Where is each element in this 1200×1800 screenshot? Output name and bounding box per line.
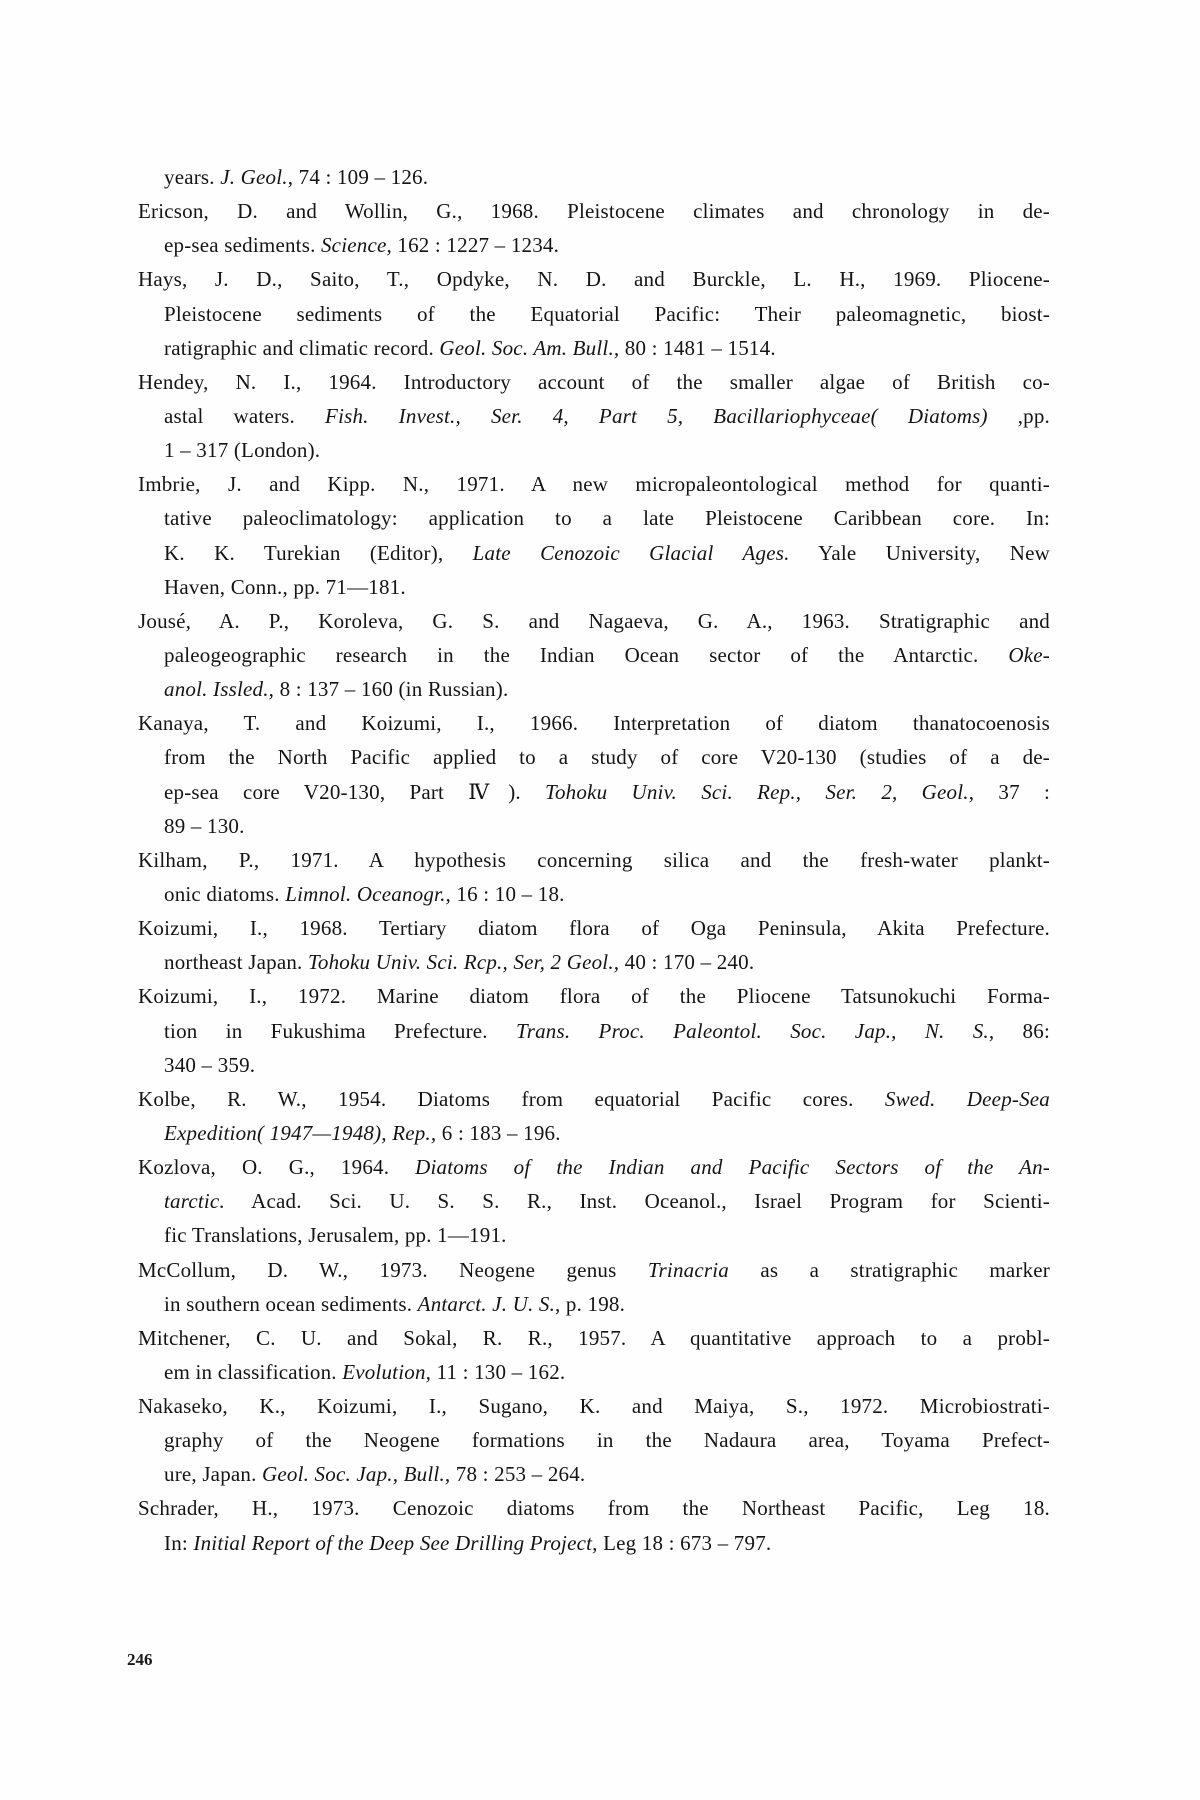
- reference-entry: [138, 911, 1050, 979]
- reference-text: Jousé, A. P., Koroleva, G. S. and Nagaeva, G. A., 1963. Stratigraphic and: [138, 608, 1050, 633]
- reference-text: Mitchener, C. U. and Sokal, R. R., 1957. A quantitative approach to a probl-: [138, 1325, 1050, 1350]
- reference-text: from the North Pacific applied to a study of core V20-130 (studies of a de-: [164, 745, 1050, 770]
- reference-entry: [138, 979, 1050, 1081]
- reference-text: Kozlova, O. G., 1964.: [138, 1155, 416, 1180]
- reference-continuation-line: [138, 536, 1050, 570]
- reference-continuation-line: [138, 433, 1050, 467]
- reference-text: 6 : 183 – 196.: [436, 1120, 561, 1145]
- reference-entry: [138, 1389, 1050, 1491]
- reference-text: Leg 18 : 673 – 797.: [597, 1530, 772, 1555]
- italic-citation-text: Fish. Invest., Ser. 4, Part 5, Bacillariophyceae( Diatoms): [325, 403, 988, 428]
- reference-list: [138, 160, 1050, 1560]
- reference-continuation-line: [138, 228, 1050, 262]
- reference-first-line: [138, 194, 1050, 228]
- reference-first-line: [138, 1321, 1050, 1355]
- reference-text: as a stratigraphic marker: [728, 1257, 1050, 1282]
- reference-continuation-line: [138, 1423, 1050, 1457]
- reference-text: em in classification.: [164, 1359, 343, 1384]
- italic-citation-text: Late Cenozoic Glacial Ages.: [472, 540, 790, 565]
- reference-text: Pleistocene sediments of the Equatorial Pacific: Their paleomagnetic, biost-: [164, 301, 1050, 326]
- italic-citation-text: Oke-: [1008, 642, 1050, 667]
- italic-citation-text: Geol. Soc. Am. Bull.,: [439, 335, 620, 360]
- reference-first-line: [138, 911, 1050, 945]
- italic-citation-text: J. Geol.: [220, 165, 288, 189]
- reference-text: years.: [164, 165, 221, 189]
- reference-text: onic diatoms.: [164, 881, 286, 906]
- italic-citation-text: anol. Issled.,: [164, 677, 275, 702]
- reference-text: Acad. Sci. U. S. S. R., Inst. Oceanol., Israel Program for Scienti-: [224, 1189, 1050, 1214]
- reference-text: Schrader, H., 1973. Cenozoic diatoms from the Northeast Pacific, Leg 18.: [138, 1496, 1050, 1521]
- italic-citation-text: Rep.,: [392, 1120, 437, 1145]
- reference-continuation-line: [138, 740, 1050, 774]
- reference-continuation-line: [138, 1457, 1050, 1491]
- italic-citation-text: Limnol. Oceanogr.,: [285, 881, 451, 906]
- reference-text: 37 :: [974, 779, 1050, 804]
- italic-citation-text: Tohoku Univ. Sci. Rep., Ser. 2, Geol.,: [545, 779, 975, 804]
- reference-continuation-line: [138, 1116, 1050, 1150]
- italic-citation-text: tarctic.: [164, 1189, 225, 1214]
- reference-text: In:: [164, 1530, 194, 1555]
- reference-entry: [138, 1150, 1050, 1252]
- reference-entry: [138, 1082, 1050, 1150]
- reference-continuation-line: [138, 570, 1050, 604]
- reference-first-line: [138, 1253, 1050, 1287]
- reference-text: 8 : 137 – 160 (in Russian).: [274, 677, 509, 702]
- reference-continuation-line: [138, 1355, 1050, 1389]
- reference-text: 89 – 130.: [164, 813, 245, 838]
- reference-text: 80 : 1481 – 1514.: [619, 335, 776, 360]
- italic-citation-text: Tohoku Univ. Sci. Rcp., Ser, 2 Geol.,: [307, 950, 620, 975]
- reference-continuation-line: [138, 501, 1050, 535]
- reference-first-line: [138, 604, 1050, 638]
- italic-citation-text: Swed. Deep-Sea: [884, 1086, 1051, 1111]
- reference-text: Ericson, D. and Wollin, G., 1968. Pleistocene climates and chronology in de-: [138, 199, 1050, 224]
- reference-entry: [138, 706, 1050, 843]
- reference-first-line: [138, 979, 1050, 1013]
- reference-text: 16 : 10 – 18.: [450, 881, 565, 906]
- reference-continuation-line: [138, 160, 1050, 194]
- reference-first-line: [138, 1082, 1050, 1116]
- reference-entry: [138, 194, 1050, 262]
- reference-text: 40 : 170 – 240.: [619, 950, 755, 975]
- italic-citation-text: Antarct. J. U. S.,: [417, 1291, 561, 1316]
- reference-entry: [138, 1321, 1050, 1389]
- reference-continuation-line: [138, 297, 1050, 331]
- reference-text: tion in Fukushima Prefecture.: [164, 1018, 516, 1043]
- reference-continuation-line: [138, 331, 1050, 365]
- reference-entry: [138, 1253, 1050, 1321]
- italic-citation-text: Trinacria: [647, 1257, 729, 1282]
- reference-text: Koizumi, I., 1968. Tertiary diatom flora of Oga Peninsula, Akita Prefecture.: [138, 916, 1050, 941]
- reference-text: Hays, J. D., Saito, T., Opdyke, N. D. and Burckle, L. H., 1969. Pliocene-: [138, 267, 1050, 292]
- reference-entry: [138, 365, 1050, 467]
- reference-continuation-line: [138, 1287, 1050, 1321]
- reference-first-line: [138, 365, 1050, 399]
- reference-text: ep-sea core V20-130, Part Ⅳ).: [164, 779, 546, 804]
- reference-text: astal waters.: [164, 403, 326, 428]
- reference-text: Nakaseko, K., Koizumi, I., Sugano, K. and Maiya, S., 1972. Microbiostrati-: [138, 1394, 1050, 1419]
- reference-text: p. 198.: [560, 1291, 626, 1316]
- italic-citation-text: Geol. Soc. Jap., Bull.,: [262, 1462, 451, 1487]
- reference-text: Koizumi, I., 1972. Marine diatom flora of the Pliocene Tatsunokuchi Forma-: [138, 984, 1050, 1009]
- reference-continuation-line: [138, 1048, 1050, 1082]
- reference-first-line: [138, 467, 1050, 501]
- reference-entry: [138, 160, 1050, 194]
- italic-citation-text: Diatoms of the Indian and Pacific Sectors of the An-: [415, 1155, 1050, 1180]
- reference-entry: [138, 262, 1050, 364]
- reference-text: Hendey, N. I., 1964. Introductory account of the smaller algae of British co-: [138, 369, 1050, 394]
- reference-text: graphy of the Neogene formations in the Nadaura area, Toyama Prefect-: [164, 1428, 1050, 1453]
- reference-text: northeast Japan.: [164, 950, 308, 975]
- reference-text: ratigraphic and climatic record.: [164, 335, 440, 360]
- italic-citation-text: Science,: [320, 233, 392, 258]
- reference-text: Kolbe, R. W., 1954. Diatoms from equatorial Pacific cores.: [138, 1086, 885, 1111]
- reference-text: 162 : 1227 – 1234.: [391, 233, 560, 258]
- reference-text: Kilham, P., 1971. A hypothesis concerning silica and the fresh-water plankt-: [138, 847, 1050, 872]
- reference-entry: [138, 1491, 1050, 1559]
- reference-text: Haven, Conn., pp. 71—181.: [164, 574, 406, 599]
- reference-text: ure, Japan.: [164, 1462, 263, 1487]
- italic-citation-text: Trans. Proc. Paleontol. Soc. Jap., N. S.,: [516, 1018, 995, 1043]
- reference-continuation-line: [138, 1526, 1050, 1560]
- reference-continuation-line: [138, 638, 1050, 672]
- reference-continuation-line: [138, 877, 1050, 911]
- reference-text: 78 : 253 – 264.: [450, 1462, 586, 1487]
- reference-text: Kanaya, T. and Koizumi, I., 1966. Interpretation of diatom thanatocoenosis: [138, 711, 1050, 736]
- reference-entry: [138, 604, 1050, 706]
- reference-text: , 74 : 109 – 126.: [287, 165, 429, 189]
- reference-continuation-line: [138, 945, 1050, 979]
- reference-continuation-line: [138, 1014, 1050, 1048]
- reference-text: McCollum, D. W., 1973. Neogene genus: [138, 1257, 648, 1282]
- reference-continuation-line: [138, 809, 1050, 843]
- reference-text: Yale University, New: [789, 540, 1051, 565]
- reference-text: ep-sea sediments.: [164, 233, 321, 258]
- reference-continuation-line: [138, 399, 1050, 433]
- reference-first-line: [138, 262, 1050, 296]
- reference-first-line: [138, 1389, 1050, 1423]
- reference-text: Imbrie, J. and Kipp. N., 1971. A new micropaleontological method for quanti-: [138, 472, 1050, 497]
- reference-text: ,pp.: [987, 403, 1051, 428]
- reference-text: in southern ocean sediments.: [164, 1291, 418, 1316]
- italic-citation-text: Initial Report of the Deep See Drilling Project,: [193, 1530, 598, 1555]
- reference-continuation-line: [138, 672, 1050, 706]
- page-number: 246: [127, 1650, 153, 1669]
- reference-continuation-line: [138, 1218, 1050, 1252]
- reference-text: 340 – 359.: [164, 1052, 256, 1077]
- reference-first-line: [138, 843, 1050, 877]
- reference-text: paleogeographic research in the Indian Ocean sector of the Antarctic.: [164, 642, 1009, 667]
- reference-text: K. K. Turekian (Editor),: [164, 540, 473, 565]
- reference-text: 86:: [994, 1018, 1050, 1043]
- italic-citation-text: Evolution,: [342, 1359, 432, 1384]
- reference-continuation-line: [138, 1184, 1050, 1218]
- reference-first-line: [138, 1491, 1050, 1525]
- reference-continuation-line: [138, 775, 1050, 809]
- reference-entry: [138, 843, 1050, 911]
- reference-entry: [138, 467, 1050, 604]
- italic-citation-text: Expedition( 1947—1948),: [164, 1120, 387, 1145]
- reference-text: 11 : 130 – 162.: [431, 1359, 566, 1384]
- reference-first-line: [138, 1150, 1050, 1184]
- reference-first-line: [138, 706, 1050, 740]
- reference-text: 1 – 317 (London).: [164, 438, 321, 463]
- reference-text: tative paleoclimatology: application to a late Pleistocene Caribbean core. In:: [164, 506, 1050, 531]
- reference-text: fic Translations, Jerusalem, pp. 1—191.: [164, 1223, 507, 1248]
